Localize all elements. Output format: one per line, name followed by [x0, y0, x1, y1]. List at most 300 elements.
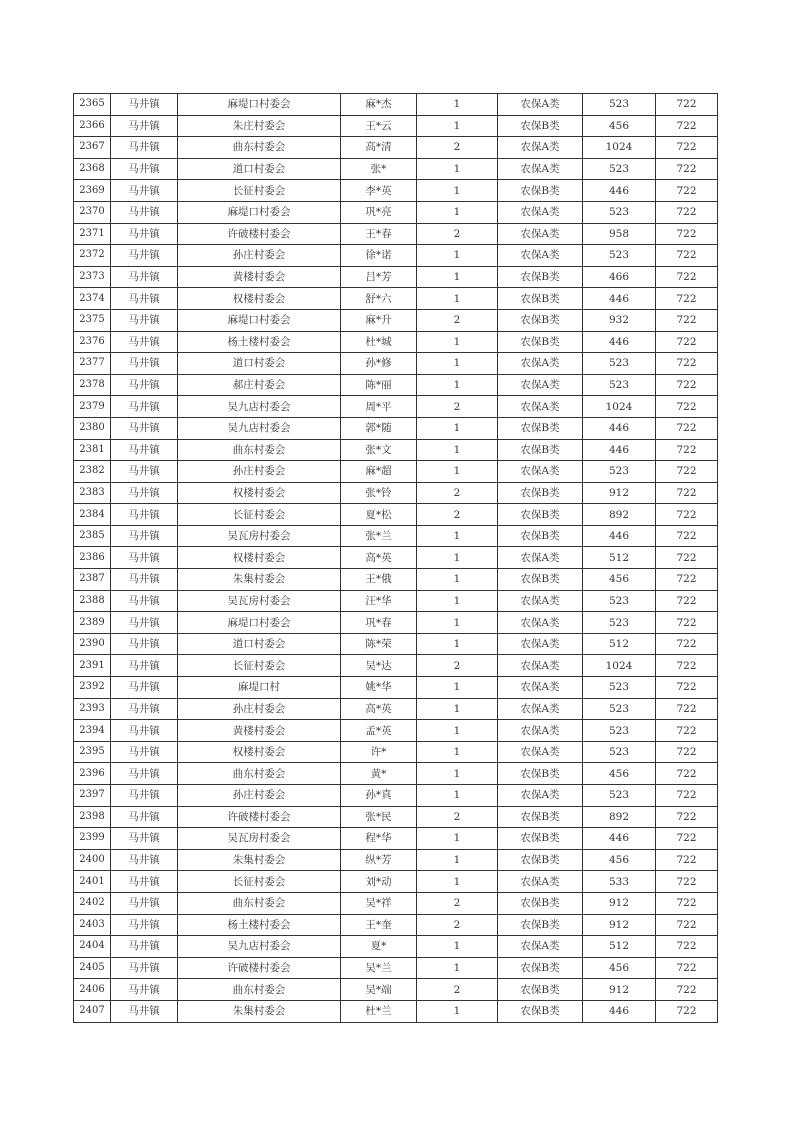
town-cell: 马井镇: [111, 633, 178, 655]
table-row: [74, 525, 718, 547]
table-row: [74, 223, 718, 245]
name-cell: 麻*杰: [341, 94, 417, 116]
amount-cell: 523: [583, 353, 656, 375]
insurance-type-cell: 农保A类: [498, 374, 583, 396]
table-row: [74, 417, 718, 439]
name-cell: 刘*动: [341, 871, 417, 893]
serial-number-cell: 2379: [74, 396, 111, 418]
village-cell: 吴瓦房村委会: [178, 525, 341, 547]
serial-number-cell: 2366: [74, 115, 111, 137]
insurance-type-cell: 农保A类: [498, 223, 583, 245]
serial-number-cell: 2376: [74, 331, 111, 353]
name-cell: 陈*荣: [341, 633, 417, 655]
standard-cell: 722: [656, 439, 718, 461]
household-size-cell: 1: [417, 633, 498, 655]
town-cell: 马井镇: [111, 115, 178, 137]
serial-number-cell: 2393: [74, 698, 111, 720]
amount-cell: 446: [583, 828, 656, 850]
table-row: [74, 309, 718, 331]
standard-cell: 722: [656, 849, 718, 871]
insurance-type-cell: 农保B类: [498, 482, 583, 504]
serial-number-cell: 2392: [74, 677, 111, 699]
name-cell: 吴*达: [341, 655, 417, 677]
table-row: [74, 1000, 718, 1022]
name-cell: 李*英: [341, 180, 417, 202]
insurance-type-cell: 农保B类: [498, 115, 583, 137]
town-cell: 马井镇: [111, 785, 178, 807]
household-size-cell: 1: [417, 677, 498, 699]
village-cell: 杨土楼村委会: [178, 331, 341, 353]
village-cell: 许破楼村委会: [178, 223, 341, 245]
standard-cell: 722: [656, 137, 718, 159]
insurance-type-cell: 农保A类: [498, 698, 583, 720]
household-size-cell: 1: [417, 288, 498, 310]
standard-cell: 722: [656, 763, 718, 785]
village-cell: 吴九店村委会: [178, 417, 341, 439]
insurance-type-cell: 农保A类: [498, 396, 583, 418]
household-size-cell: 2: [417, 137, 498, 159]
table-row: [74, 353, 718, 375]
household-size-cell: 1: [417, 115, 498, 137]
insurance-type-cell: 农保A类: [498, 655, 583, 677]
insurance-type-cell: 农保A类: [498, 547, 583, 569]
name-cell: 姚*华: [341, 677, 417, 699]
standard-cell: 722: [656, 94, 718, 116]
village-cell: 麻堤口村委会: [178, 612, 341, 634]
insurance-type-cell: 农保A类: [498, 201, 583, 223]
household-size-cell: 2: [417, 504, 498, 526]
town-cell: 马井镇: [111, 439, 178, 461]
village-cell: 吴九店村委会: [178, 936, 341, 958]
serial-number-cell: 2391: [74, 655, 111, 677]
name-cell: 黄*: [341, 763, 417, 785]
insurance-type-cell: 农保A类: [498, 590, 583, 612]
amount-cell: 523: [583, 590, 656, 612]
name-cell: 高*英: [341, 698, 417, 720]
name-cell: 张*铃: [341, 482, 417, 504]
insurance-type-cell: 农保B类: [498, 331, 583, 353]
household-size-cell: 1: [417, 590, 498, 612]
town-cell: 马井镇: [111, 914, 178, 936]
name-cell: 王*奎: [341, 914, 417, 936]
town-cell: 马井镇: [111, 396, 178, 418]
household-size-cell: 2: [417, 223, 498, 245]
amount-cell: 523: [583, 677, 656, 699]
table-row: [74, 871, 718, 893]
standard-cell: 722: [656, 633, 718, 655]
village-cell: 道口村委会: [178, 633, 341, 655]
amount-cell: 523: [583, 374, 656, 396]
town-cell: 马井镇: [111, 979, 178, 1001]
town-cell: 马井镇: [111, 180, 178, 202]
insurance-type-cell: 农保B类: [498, 1000, 583, 1022]
table-row: [74, 504, 718, 526]
village-cell: 长征村委会: [178, 504, 341, 526]
standard-cell: 722: [656, 201, 718, 223]
serial-number-cell: 2406: [74, 979, 111, 1001]
standard-cell: 722: [656, 1000, 718, 1022]
standard-cell: 722: [656, 914, 718, 936]
serial-number-cell: 2396: [74, 763, 111, 785]
household-size-cell: 1: [417, 266, 498, 288]
table-row: [74, 569, 718, 591]
standard-cell: 722: [656, 828, 718, 850]
town-cell: 马井镇: [111, 806, 178, 828]
name-cell: 杜*兰: [341, 1000, 417, 1022]
serial-number-cell: 2377: [74, 353, 111, 375]
insurance-type-cell: 农保B类: [498, 849, 583, 871]
amount-cell: 892: [583, 806, 656, 828]
amount-cell: 446: [583, 439, 656, 461]
standard-cell: 722: [656, 525, 718, 547]
name-cell: 麻*超: [341, 461, 417, 483]
name-cell: 王*春: [341, 223, 417, 245]
village-cell: 麻堤口村委会: [178, 201, 341, 223]
town-cell: 马井镇: [111, 288, 178, 310]
standard-cell: 722: [656, 569, 718, 591]
village-cell: 吴九店村委会: [178, 396, 341, 418]
table-row: [74, 439, 718, 461]
household-size-cell: 1: [417, 698, 498, 720]
insurance-type-cell: 农保B类: [498, 957, 583, 979]
name-cell: 纵*芳: [341, 849, 417, 871]
amount-cell: 892: [583, 504, 656, 526]
standard-cell: 722: [656, 223, 718, 245]
amount-cell: 932: [583, 309, 656, 331]
name-cell: 夏*: [341, 936, 417, 958]
table-row: [74, 720, 718, 742]
serial-number-cell: 2385: [74, 525, 111, 547]
serial-number-cell: 2398: [74, 806, 111, 828]
town-cell: 马井镇: [111, 828, 178, 850]
insurance-type-cell: 农保B类: [498, 417, 583, 439]
household-size-cell: 1: [417, 180, 498, 202]
standard-cell: 722: [656, 417, 718, 439]
name-cell: 孙*修: [341, 353, 417, 375]
household-size-cell: 2: [417, 892, 498, 914]
standard-cell: 722: [656, 547, 718, 569]
amount-cell: 523: [583, 94, 656, 116]
standard-cell: 722: [656, 741, 718, 763]
town-cell: 马井镇: [111, 849, 178, 871]
household-size-cell: 1: [417, 547, 498, 569]
table-row: [74, 698, 718, 720]
amount-cell: 456: [583, 569, 656, 591]
town-cell: 马井镇: [111, 871, 178, 893]
amount-cell: 523: [583, 785, 656, 807]
serial-number-cell: 2401: [74, 871, 111, 893]
village-cell: 许破楼村委会: [178, 806, 341, 828]
amount-cell: 446: [583, 1000, 656, 1022]
insurance-type-cell: 农保A类: [498, 461, 583, 483]
amount-cell: 912: [583, 892, 656, 914]
town-cell: 马井镇: [111, 461, 178, 483]
town-cell: 马井镇: [111, 763, 178, 785]
roster-table: [73, 93, 718, 1023]
roster-table-body: [74, 94, 718, 1023]
insurance-type-cell: 农保B类: [498, 525, 583, 547]
village-cell: 曲东村委会: [178, 763, 341, 785]
household-size-cell: 1: [417, 417, 498, 439]
village-cell: 曲东村委会: [178, 137, 341, 159]
serial-number-cell: 2388: [74, 590, 111, 612]
household-size-cell: 1: [417, 245, 498, 267]
village-cell: 权楼村委会: [178, 288, 341, 310]
serial-number-cell: 2399: [74, 828, 111, 850]
standard-cell: 722: [656, 353, 718, 375]
standard-cell: 722: [656, 871, 718, 893]
name-cell: 孟*英: [341, 720, 417, 742]
standard-cell: 722: [656, 892, 718, 914]
name-cell: 巩*春: [341, 612, 417, 634]
amount-cell: 446: [583, 417, 656, 439]
household-size-cell: 2: [417, 396, 498, 418]
serial-number-cell: 2365: [74, 94, 111, 116]
village-cell: 朱集村委会: [178, 569, 341, 591]
amount-cell: 523: [583, 720, 656, 742]
table-row: [74, 396, 718, 418]
town-cell: 马井镇: [111, 569, 178, 591]
village-cell: 曲东村委会: [178, 979, 341, 1001]
table-row: [74, 785, 718, 807]
table-row: [74, 266, 718, 288]
village-cell: 黄楼村委会: [178, 720, 341, 742]
standard-cell: 722: [656, 979, 718, 1001]
town-cell: 马井镇: [111, 417, 178, 439]
serial-number-cell: 2387: [74, 569, 111, 591]
insurance-type-cell: 农保B类: [498, 504, 583, 526]
name-cell: 巩*亮: [341, 201, 417, 223]
town-cell: 马井镇: [111, 677, 178, 699]
serial-number-cell: 2382: [74, 461, 111, 483]
name-cell: 吴*端: [341, 979, 417, 1001]
amount-cell: 512: [583, 633, 656, 655]
name-cell: 徐*诺: [341, 245, 417, 267]
town-cell: 马井镇: [111, 892, 178, 914]
amount-cell: 446: [583, 180, 656, 202]
town-cell: 马井镇: [111, 223, 178, 245]
insurance-type-cell: 农保A类: [498, 94, 583, 116]
village-cell: 朱集村委会: [178, 1000, 341, 1022]
name-cell: 吴*祥: [341, 892, 417, 914]
village-cell: 曲东村委会: [178, 892, 341, 914]
town-cell: 马井镇: [111, 245, 178, 267]
household-size-cell: 1: [417, 439, 498, 461]
amount-cell: 912: [583, 482, 656, 504]
town-cell: 马井镇: [111, 201, 178, 223]
household-size-cell: 1: [417, 374, 498, 396]
name-cell: 汪*华: [341, 590, 417, 612]
table-row: [74, 849, 718, 871]
insurance-type-cell: 农保A类: [498, 741, 583, 763]
village-cell: 权楼村委会: [178, 482, 341, 504]
table-row: [74, 633, 718, 655]
household-size-cell: 1: [417, 331, 498, 353]
table-row: [74, 547, 718, 569]
amount-cell: 1024: [583, 655, 656, 677]
table-row: [74, 914, 718, 936]
serial-number-cell: 2370: [74, 201, 111, 223]
name-cell: 许*: [341, 741, 417, 763]
standard-cell: 722: [656, 677, 718, 699]
name-cell: 张*民: [341, 806, 417, 828]
insurance-type-cell: 农保B类: [498, 828, 583, 850]
household-size-cell: 1: [417, 94, 498, 116]
name-cell: 吕*芳: [341, 266, 417, 288]
insurance-type-cell: 农保B类: [498, 266, 583, 288]
insurance-type-cell: 农保A类: [498, 137, 583, 159]
standard-cell: 722: [656, 245, 718, 267]
insurance-type-cell: 农保A类: [498, 936, 583, 958]
standard-cell: 722: [656, 655, 718, 677]
household-size-cell: 1: [417, 828, 498, 850]
standard-cell: 722: [656, 957, 718, 979]
table-row: [74, 612, 718, 634]
town-cell: 马井镇: [111, 612, 178, 634]
name-cell: 陈*丽: [341, 374, 417, 396]
amount-cell: 958: [583, 223, 656, 245]
village-cell: 孙庄村委会: [178, 785, 341, 807]
standard-cell: 722: [656, 590, 718, 612]
table-row: [74, 115, 718, 137]
table-row: [74, 677, 718, 699]
name-cell: 张*: [341, 158, 417, 180]
village-cell: 吴瓦房村委会: [178, 828, 341, 850]
name-cell: 麻*升: [341, 309, 417, 331]
household-size-cell: 1: [417, 525, 498, 547]
name-cell: 张*文: [341, 439, 417, 461]
serial-number-cell: 2369: [74, 180, 111, 202]
household-size-cell: 1: [417, 785, 498, 807]
village-cell: 孙庄村委会: [178, 698, 341, 720]
village-cell: 孙庄村委会: [178, 461, 341, 483]
household-size-cell: 2: [417, 655, 498, 677]
table-row: [74, 482, 718, 504]
standard-cell: 722: [656, 482, 718, 504]
amount-cell: 523: [583, 461, 656, 483]
amount-cell: 523: [583, 201, 656, 223]
amount-cell: 456: [583, 763, 656, 785]
town-cell: 马井镇: [111, 266, 178, 288]
village-cell: 道口村委会: [178, 158, 341, 180]
serial-number-cell: 2386: [74, 547, 111, 569]
village-cell: 杨土楼村委会: [178, 914, 341, 936]
town-cell: 马井镇: [111, 720, 178, 742]
standard-cell: 722: [656, 785, 718, 807]
table-row: [74, 158, 718, 180]
household-size-cell: 1: [417, 612, 498, 634]
town-cell: 马井镇: [111, 309, 178, 331]
household-size-cell: 2: [417, 979, 498, 1001]
serial-number-cell: 2375: [74, 309, 111, 331]
amount-cell: 912: [583, 914, 656, 936]
standard-cell: 722: [656, 180, 718, 202]
serial-number-cell: 2405: [74, 957, 111, 979]
table-row: [74, 763, 718, 785]
household-size-cell: 2: [417, 806, 498, 828]
insurance-type-cell: 农保B类: [498, 309, 583, 331]
serial-number-cell: 2380: [74, 417, 111, 439]
amount-cell: 523: [583, 158, 656, 180]
insurance-type-cell: 农保A类: [498, 720, 583, 742]
household-size-cell: 2: [417, 914, 498, 936]
household-size-cell: 1: [417, 1000, 498, 1022]
town-cell: 马井镇: [111, 655, 178, 677]
name-cell: 高*英: [341, 547, 417, 569]
table-row: [74, 374, 718, 396]
household-size-cell: 1: [417, 720, 498, 742]
serial-number-cell: 2407: [74, 1000, 111, 1022]
standard-cell: 722: [656, 698, 718, 720]
town-cell: 马井镇: [111, 504, 178, 526]
name-cell: 舒*六: [341, 288, 417, 310]
amount-cell: 912: [583, 979, 656, 1001]
amount-cell: 456: [583, 957, 656, 979]
town-cell: 马井镇: [111, 698, 178, 720]
serial-number-cell: 2372: [74, 245, 111, 267]
amount-cell: 523: [583, 245, 656, 267]
amount-cell: 523: [583, 612, 656, 634]
household-size-cell: 1: [417, 461, 498, 483]
standard-cell: 722: [656, 115, 718, 137]
household-size-cell: 1: [417, 201, 498, 223]
household-size-cell: 1: [417, 849, 498, 871]
serial-number-cell: 2381: [74, 439, 111, 461]
amount-cell: 456: [583, 115, 656, 137]
household-size-cell: 1: [417, 158, 498, 180]
serial-number-cell: 2367: [74, 137, 111, 159]
serial-number-cell: 2394: [74, 720, 111, 742]
insurance-type-cell: 农保A类: [498, 353, 583, 375]
standard-cell: 722: [656, 936, 718, 958]
village-cell: 朱集村委会: [178, 849, 341, 871]
village-cell: 道口村委会: [178, 353, 341, 375]
table-row: [74, 461, 718, 483]
name-cell: 孙*真: [341, 785, 417, 807]
household-size-cell: 2: [417, 482, 498, 504]
standard-cell: 722: [656, 504, 718, 526]
serial-number-cell: 2403: [74, 914, 111, 936]
table-row: [74, 828, 718, 850]
amount-cell: 523: [583, 698, 656, 720]
table-row: [74, 94, 718, 116]
amount-cell: 456: [583, 849, 656, 871]
household-size-cell: 1: [417, 957, 498, 979]
town-cell: 马井镇: [111, 137, 178, 159]
household-size-cell: 1: [417, 569, 498, 591]
standard-cell: 722: [656, 806, 718, 828]
town-cell: 马井镇: [111, 936, 178, 958]
household-size-cell: 1: [417, 936, 498, 958]
serial-number-cell: 2371: [74, 223, 111, 245]
village-cell: 许破楼村委会: [178, 957, 341, 979]
insurance-type-cell: 农保A类: [498, 785, 583, 807]
insurance-type-cell: 农保B类: [498, 288, 583, 310]
village-cell: 朱庄村委会: [178, 115, 341, 137]
amount-cell: 446: [583, 288, 656, 310]
name-cell: 王*俄: [341, 569, 417, 591]
household-size-cell: 1: [417, 353, 498, 375]
village-cell: 长征村委会: [178, 180, 341, 202]
town-cell: 马井镇: [111, 957, 178, 979]
standard-cell: 722: [656, 461, 718, 483]
table-row: [74, 806, 718, 828]
town-cell: 马井镇: [111, 374, 178, 396]
standard-cell: 722: [656, 158, 718, 180]
village-cell: 郝庄村委会: [178, 374, 341, 396]
insurance-type-cell: 农保B类: [498, 180, 583, 202]
name-cell: 夏*松: [341, 504, 417, 526]
